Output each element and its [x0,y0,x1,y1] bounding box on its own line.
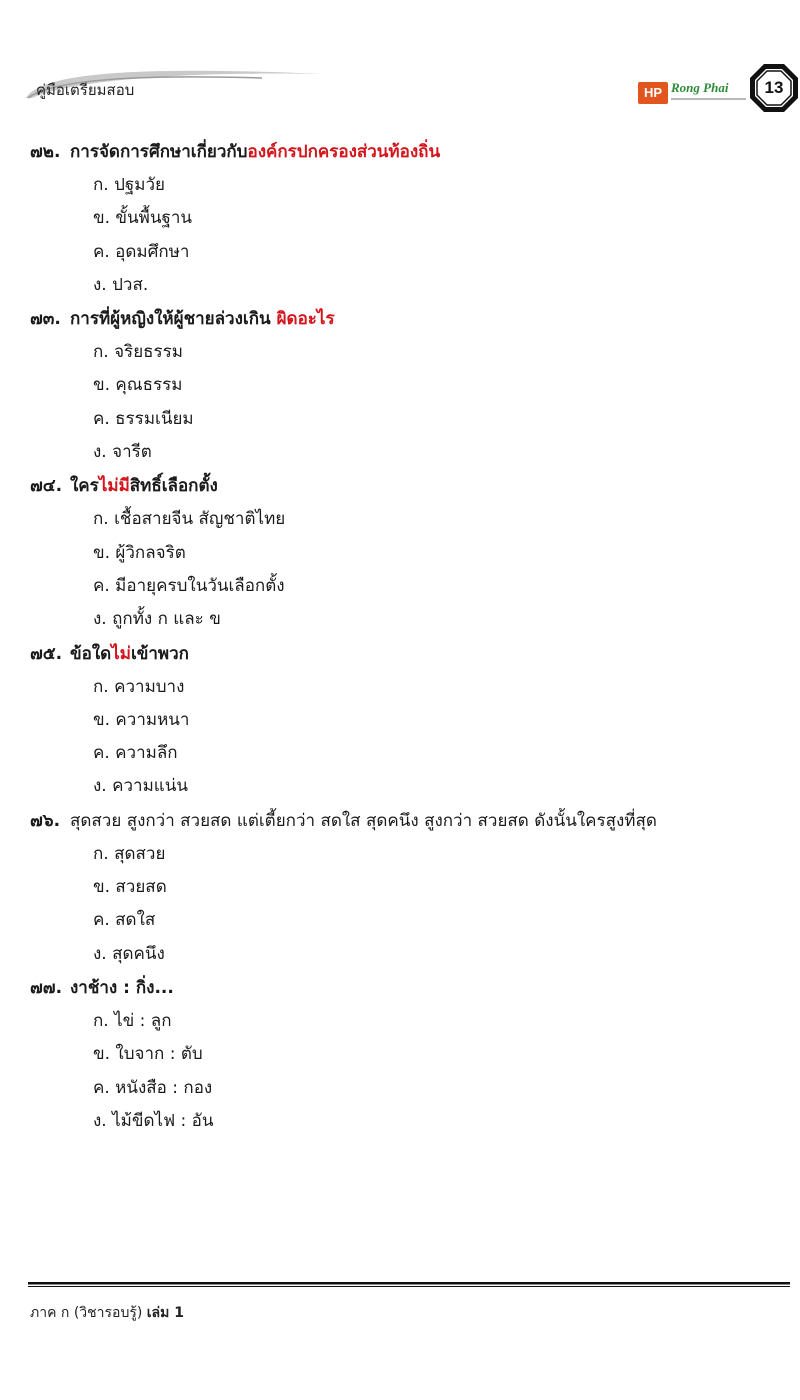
answer-option: ข. ความหนา [93,709,190,730]
question-75 [0,637,800,804]
answer-option: ง. ปวส. [93,274,149,295]
question-heading [0,637,800,671]
answer-option: ก. เชื้อสายจีน สัญชาติไทย [93,509,286,530]
answer-option: ค. ธรรมเนียม [93,408,194,429]
answer-option: ค. หนังสือ : กอง [93,1077,213,1098]
question-heading [0,302,800,336]
answer-option: ง. ไม้ขีดไฟ : อัน [93,1110,214,1131]
answer-option: ข. สวยสด [93,877,167,898]
question-number: ๗๕. [30,643,63,664]
logo-mark: HP [638,82,668,104]
question-text: การที่ผู้หญิงให้ผู้ชายล่วงเกิน ผิดอะไร [70,309,335,330]
question-77 [0,971,800,1138]
page-number: 13 [764,78,784,97]
question-list [0,135,800,1138]
question-heading [0,469,800,503]
answer-option: ง. จารีต [93,442,152,463]
answer-option: ง. ความแน่น [93,776,188,797]
answer-option: ข. ผู้วิกลจริต [93,542,186,563]
answer-option: ค. อุดมศึกษา [93,241,190,262]
footer-volume: เล่ม 1 [146,1305,184,1321]
footer-divider [28,1282,790,1288]
answer-option: ง. ถูกทั้ง ก และ ข [93,609,221,630]
answer-option: ก. สุดสวย [93,843,166,864]
highlighted-text: ไม่ [111,643,131,664]
question-73 [0,302,800,469]
question-text: ใครไม่มีสิทธิ์เลือกตั้ง [70,476,218,497]
question-number: ๗๔. [30,476,63,497]
answer-option: ง. สุดคนึง [93,943,165,964]
question-number: ๗๖. [30,810,61,831]
highlighted-text: องค์กรปกครองส่วนท้องถิ่น [247,142,441,162]
question-text: งาช้าง : กิ่ง... [70,977,174,998]
question-heading [0,971,800,1005]
question-number: ๗๗. [30,977,63,998]
question-72 [0,135,800,302]
highlighted-text: ผิดอะไร [276,309,335,330]
question-74 [0,469,800,636]
answer-option: ข. ใบจาก : ตับ [93,1044,203,1065]
answer-option: ค. มีอายุครบในวันเลือกตั้ง [93,575,285,596]
header-title: คู่มือเตรียมสอบ [36,81,135,99]
logo-name: Rong Phai [671,80,729,95]
question-number: ๗๓. [30,309,61,330]
logo-underline [671,96,746,102]
answer-option: ข. ขั้นพื้นฐาน [93,208,193,229]
question-text: ข้อใดไม่เข้าพวก [70,643,189,664]
publisher-logo [638,78,748,106]
answer-option: ค. สดใส [93,910,156,931]
question-heading [0,804,800,838]
answer-option: ค. ความลึก [93,743,178,764]
answer-option: ก. ไข่ : ลูก [93,1010,172,1031]
footer-section-label: ภาค ก (วิชารอบรู้) เล่ม 1 [30,1305,184,1321]
question-76 [0,804,800,971]
question-heading [0,135,800,169]
answer-option: ข. คุณธรรม [93,375,183,396]
question-number: ๗๒. [30,142,61,162]
question-text: การจัดการศึกษาเกี่ยวกับองค์กรปกครองส่วนท้องถิ่น [70,142,441,162]
answer-option: ก. จริยธรรม [93,342,183,363]
answer-option: ก. ความบาง [93,676,185,697]
question-text: สุดสวย สูงกว่า สวยสด แต่เตี้ยกว่า สดใส สุดคนึง สูงกว่า สวยสด ดังนั้นใครสูงที่สุด [70,810,657,831]
answer-option: ก. ปฐมวัย [93,175,165,195]
highlighted-text: ไม่มี [98,476,130,497]
